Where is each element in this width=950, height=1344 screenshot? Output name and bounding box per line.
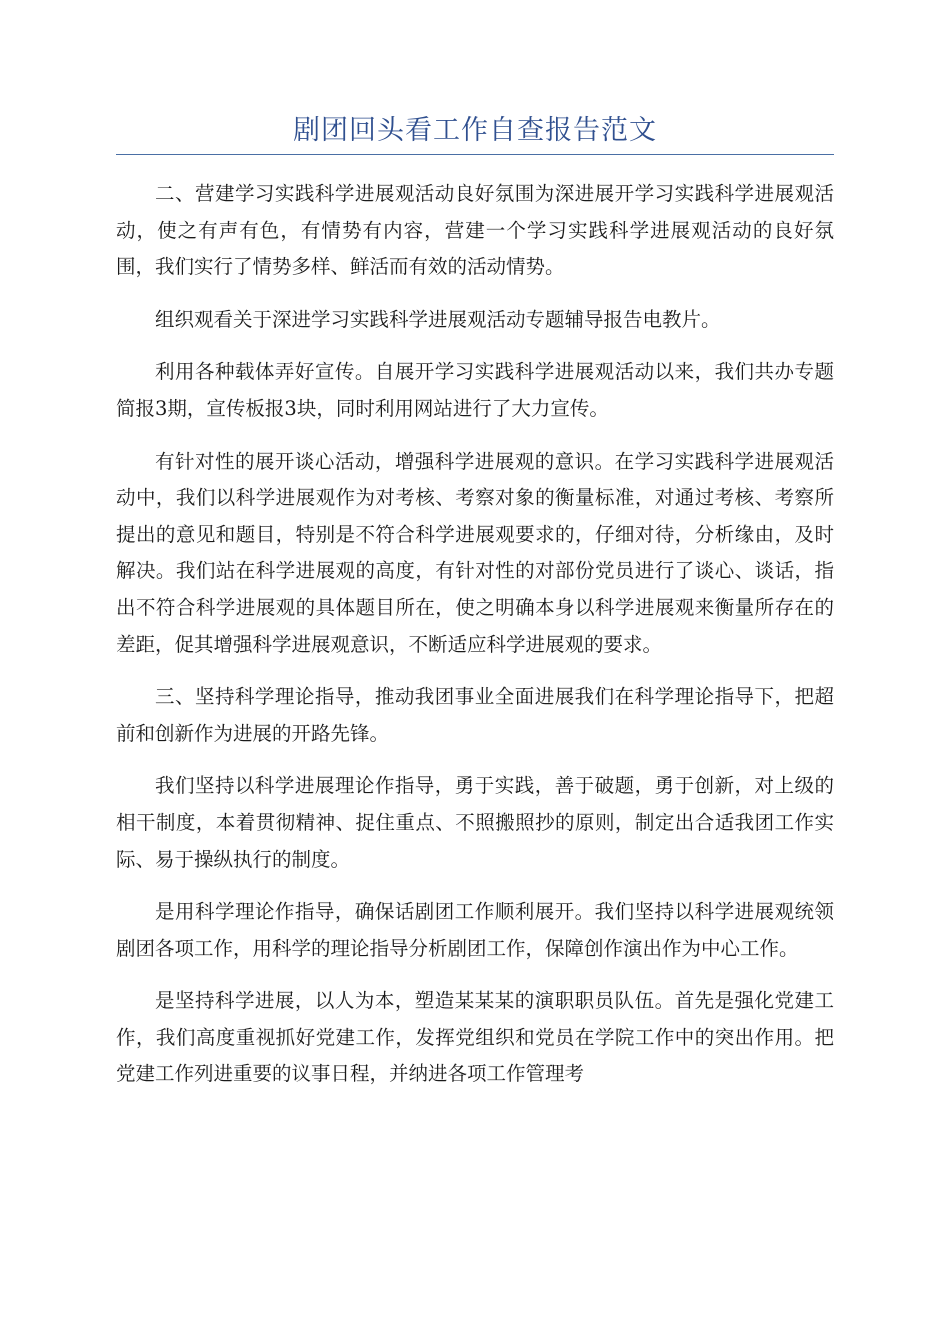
document-body	[116, 176, 834, 1109]
paragraph: 是用科学理论作指导，确保话剧团工作顺利展开。我们坚持以科学进展观统领剧团各项工作，用科学的理论指导分析剧团工作，保障创作演出作为中心工作。	[116, 900, 834, 960]
paragraph: 有针对性的展开谈心活动，增强科学进展观的意识。在学习实践科学进展观活动中，我们以科学进展观作为对考核、考察对象的衡量标准，对通过考核、考察所提出的意见和题目，特别是不符合科学进展观要求的，仔细对待，分析缘由，及时解决。我们站在科学进展观的高度，有针对性的对部份党员进行了谈心、谈话，指出不符合科学进展观的具体题目所在，使之明确本身以科学进展观来衡量所存在的差距，促其增强科学进展观意识，不断适应科学进展观的要求。	[116, 449, 834, 656]
paragraph: 组织观看关于深进学习实践科学进展观活动专题辅导报告电教片。	[155, 307, 721, 331]
paragraph: 三、坚持科学理论指导，推动我团事业全面进展我们在科学理论指导下，把超前和创新作为进展的开路先锋。	[116, 685, 834, 745]
paragraph: 利用各种载体弄好宣传。自展开学习实践科学进展观活动以来，我们共办专题简报3期，宣传板报3块，同时利用网站进行了大力宣传。	[116, 360, 834, 420]
paragraph: 二、营建学习实践科学进展观活动良好氛围为深进展开学习实践科学进展观活动，使之有声有色，有情势有内容，营建一个学习实践科学进展观活动的良好氛围，我们实行了情势多样、鲜活而有效的活动情势。	[116, 182, 834, 279]
document-title: 剧团回头看工作自查报告范文	[293, 115, 657, 146]
title-underline	[116, 154, 834, 155]
paragraph: 我们坚持以科学进展理论作指导，勇于实践，善于破题，勇于创新，对上级的相干制度，本着贯彻精神、捉住重点、不照搬照抄的原则，制定出合适我团工作实际、易于操纵执行的制度。	[116, 774, 834, 871]
paragraph: 是坚持科学进展，以人为本，塑造某某某的演职职员队伍。首先是强化党建工作，我们高度重视抓好党建工作，发挥党组织和党员在学院工作中的突出作用。把党建工作列进重要的议事日程，并纳进各项工作管理考	[116, 989, 834, 1086]
